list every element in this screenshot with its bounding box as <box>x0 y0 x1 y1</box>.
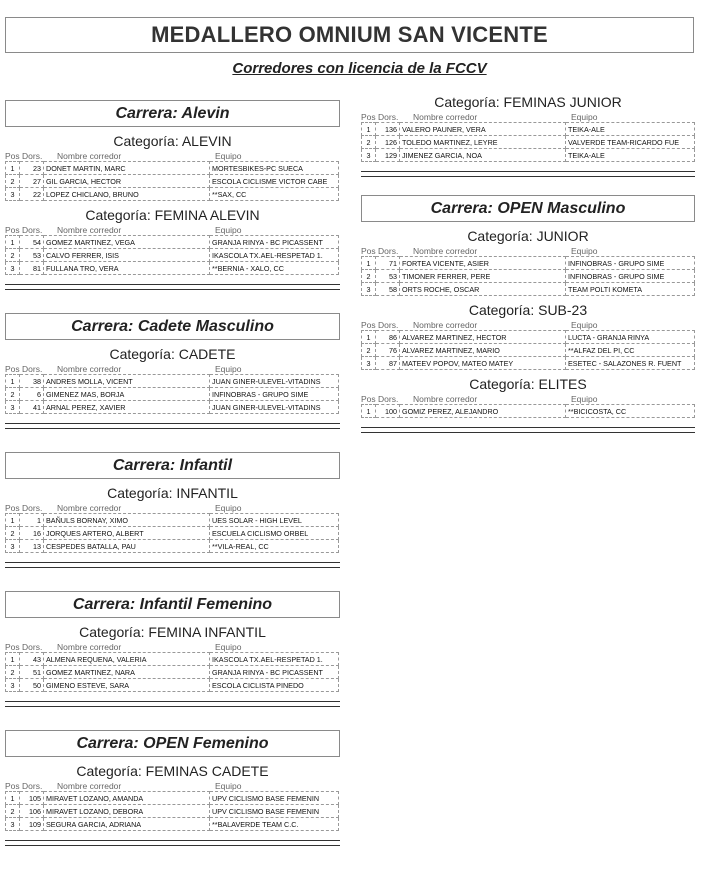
cell-team: INFINOBRAS - GRUPO SIME <box>566 270 695 283</box>
table-row <box>6 249 339 262</box>
header-team: Equipo <box>571 246 598 256</box>
cell-pos: 3 <box>6 540 20 553</box>
race-title: Carrera: Cadete Masculino <box>5 313 340 340</box>
table-row <box>362 344 695 357</box>
cell-pos: 3 <box>362 149 376 162</box>
race-title: Carrera: Infantil <box>5 452 340 479</box>
header-name: Nombre corredor <box>57 364 122 374</box>
cell-pos: 2 <box>6 175 20 188</box>
cell-pos: 2 <box>6 805 20 818</box>
cell-pos: 1 <box>6 162 20 175</box>
cell-name: MIRAVET LOZANO, DEBORA <box>44 805 210 818</box>
table-row <box>6 805 339 818</box>
section-divider <box>5 562 340 568</box>
header-dors: Dors. <box>378 246 399 256</box>
cell-pos: 1 <box>362 123 376 136</box>
cell-dors: 86 <box>376 331 400 344</box>
header-team: Equipo <box>571 112 598 122</box>
header-dors: Dors. <box>22 364 43 374</box>
race-section <box>361 195 695 433</box>
cell-dors: 58 <box>376 283 400 296</box>
left-column <box>5 100 340 869</box>
header-name: Nombre corredor <box>57 781 122 791</box>
race-section <box>5 313 340 429</box>
results-table <box>361 330 695 370</box>
cell-team: UPV CICLISMO BASE FEMENIN <box>210 792 339 805</box>
cell-dors: 43 <box>20 653 44 666</box>
table-row <box>6 388 339 401</box>
cell-name: GIMENEZ MAS, BORJA <box>44 388 210 401</box>
header-pos: Pos <box>5 225 20 235</box>
cell-dors: 136 <box>376 123 400 136</box>
section-divider <box>5 284 340 290</box>
cell-dors: 126 <box>376 136 400 149</box>
cell-dors: 6 <box>20 388 44 401</box>
cell-name: GOMEZ MARTINEZ, VEGA <box>44 236 210 249</box>
table-row <box>362 257 695 270</box>
results-header <box>5 151 340 161</box>
cell-name: GOMIZ PEREZ, ALEJANDRO <box>400 405 566 418</box>
section-divider <box>361 427 695 433</box>
header-name: Nombre corredor <box>57 151 122 161</box>
header-pos: Pos <box>361 320 376 330</box>
table-row <box>6 540 339 553</box>
cell-team: **VILA-REAL, CC <box>210 540 339 553</box>
table-row <box>6 375 339 388</box>
table-row <box>6 162 339 175</box>
header-pos: Pos <box>5 503 20 513</box>
header-dors: Dors. <box>22 642 43 652</box>
header-pos: Pos <box>361 394 376 404</box>
cell-pos: 2 <box>6 249 20 262</box>
cell-team: LUCTA - GRANJA RINYA <box>566 331 695 344</box>
results-table <box>361 122 695 162</box>
header-pos: Pos <box>5 364 20 374</box>
cell-pos: 2 <box>6 388 20 401</box>
cell-name: ALMENA REQUENA, VALERIA <box>44 653 210 666</box>
table-row <box>362 283 695 296</box>
results-table <box>5 374 339 414</box>
cell-name: MIRAVET LOZANO, AMANDA <box>44 792 210 805</box>
header-team: Equipo <box>215 503 242 513</box>
page-subtitle: Corredores con licencia de la FCCV <box>232 60 487 77</box>
cell-name: CALVO FERRER, ISIS <box>44 249 210 262</box>
results-table <box>5 791 339 831</box>
cell-team: ESCOLA CICLISTA PINEDO <box>210 679 339 692</box>
table-row <box>362 270 695 283</box>
category-title: Categoría: SUB-23 <box>468 302 588 318</box>
results-header <box>5 503 340 513</box>
results-header <box>361 112 695 122</box>
cell-pos: 3 <box>6 262 20 275</box>
results-header <box>361 394 695 404</box>
table-row <box>362 357 695 370</box>
cell-name: GIL GARCIA, HECTOR <box>44 175 210 188</box>
cell-team: TEAM POLTI KOMETA <box>566 283 695 296</box>
cell-team: INFINOBRAS - GRUPO SIME <box>210 388 339 401</box>
cell-name: VALERO PAUNER, VERA <box>400 123 566 136</box>
race-title: Carrera: Alevin <box>5 100 340 127</box>
cell-team: TEIKA-ALE <box>566 123 695 136</box>
cell-name: LOPEZ CHICLANO, BRUNO <box>44 188 210 201</box>
cell-team: JUAN GINER-ULEVEL-VITADINS <box>210 375 339 388</box>
header-pos: Pos <box>5 642 20 652</box>
cell-team: **BERNIA - XALO, CC <box>210 262 339 275</box>
header-team: Equipo <box>215 781 242 791</box>
cell-pos: 1 <box>362 257 376 270</box>
results-table <box>361 404 695 418</box>
table-row <box>362 405 695 418</box>
results-table <box>5 652 339 692</box>
cell-dors: 109 <box>20 818 44 831</box>
header-dors: Dors. <box>22 151 43 161</box>
cell-team: MORTESBIKES-PC SUECA <box>210 162 339 175</box>
table-row <box>6 262 339 275</box>
right-column <box>361 92 695 451</box>
header-team: Equipo <box>571 320 598 330</box>
results-header <box>5 781 340 791</box>
cell-name: FULLANA TRO, VERA <box>44 262 210 275</box>
cell-name: ALVAREZ MARTINEZ, HECTOR <box>400 331 566 344</box>
section-divider <box>5 840 340 846</box>
category-title: Categoría: CADETE <box>109 346 236 362</box>
category-title: Categoría: INFANTIL <box>107 485 238 501</box>
table-row <box>6 818 339 831</box>
cell-pos: 1 <box>6 653 20 666</box>
cell-dors: 87 <box>376 357 400 370</box>
cell-team: ESCUELA CICLISMO ORBEL <box>210 527 339 540</box>
cell-pos: 2 <box>6 527 20 540</box>
cell-pos: 1 <box>6 514 20 527</box>
header-name: Nombre corredor <box>413 112 478 122</box>
cell-dors: 81 <box>20 262 44 275</box>
header-name: Nombre corredor <box>57 503 122 513</box>
cell-name: FORTEA VICENTE, ASIER <box>400 257 566 270</box>
cell-dors: 53 <box>376 270 400 283</box>
cell-name: MATEEV POPOV, MATEO MATEY <box>400 357 566 370</box>
cell-team: IKASCOLA TX.AEL-RESPETAD 1. <box>210 249 339 262</box>
cell-dors: 51 <box>20 666 44 679</box>
race-section <box>361 92 695 177</box>
header-name: Nombre corredor <box>413 320 478 330</box>
table-row <box>362 149 695 162</box>
header-name: Nombre corredor <box>57 642 122 652</box>
cell-team: **SAX, CC <box>210 188 339 201</box>
cell-name: ARNAL PEREZ, XAVIER <box>44 401 210 414</box>
cell-dors: 41 <box>20 401 44 414</box>
cell-name: GIMENO ESTEVE, SARA <box>44 679 210 692</box>
race-section <box>5 452 340 568</box>
race-section <box>5 591 340 707</box>
cell-dors: 71 <box>376 257 400 270</box>
category-title: Categoría: ALEVIN <box>113 133 232 149</box>
cell-team: IKASCOLA TX.AEL-RESPETAD 1. <box>210 653 339 666</box>
cell-pos: 1 <box>362 405 376 418</box>
header-dors: Dors. <box>22 503 43 513</box>
cell-dors: 105 <box>20 792 44 805</box>
cell-pos: 2 <box>362 270 376 283</box>
race-title: Carrera: OPEN Masculino <box>361 195 695 222</box>
cell-team: JUAN GINER-ULEVEL-VITADINS <box>210 401 339 414</box>
cell-team: INFINOBRAS - GRUPO SIME <box>566 257 695 270</box>
table-row <box>362 123 695 136</box>
header-team: Equipo <box>215 364 242 374</box>
section-divider <box>5 423 340 429</box>
race-title: Carrera: OPEN Femenino <box>5 730 340 757</box>
header-dors: Dors. <box>22 225 43 235</box>
cell-name: TOLEDO MARTINEZ, LEYRE <box>400 136 566 149</box>
cell-pos: 3 <box>362 283 376 296</box>
header-team: Equipo <box>215 642 242 652</box>
results-header <box>5 642 340 652</box>
results-table <box>361 256 695 296</box>
cell-team: ESCOLA CICLISME VICTOR CABE <box>210 175 339 188</box>
results-header <box>5 225 340 235</box>
cell-team: GRANJA RINYA - BC PICASSENT <box>210 666 339 679</box>
table-row <box>6 401 339 414</box>
table-row <box>6 175 339 188</box>
cell-dors: 16 <box>20 527 44 540</box>
cell-dors: 100 <box>376 405 400 418</box>
header-pos: Pos <box>361 112 376 122</box>
header-name: Nombre corredor <box>413 246 478 256</box>
cell-dors: 76 <box>376 344 400 357</box>
cell-team: ESETEC - SALAZONES R. FUENT <box>566 357 695 370</box>
cell-name: DONET MARTIN, MARC <box>44 162 210 175</box>
table-row <box>362 331 695 344</box>
results-header <box>5 364 340 374</box>
cell-name: JORQUES ARTERO, ALBERT <box>44 527 210 540</box>
cell-pos: 3 <box>6 679 20 692</box>
page-title: MEDALLERO OMNIUM SAN VICENTE <box>5 17 694 53</box>
cell-name: CESPEDES BATALLA, PAU <box>44 540 210 553</box>
category-title: Categoría: FEMINAS CADETE <box>76 763 269 779</box>
cell-team: **BICICOSTA, CC <box>566 405 695 418</box>
category-title: Categoría: FEMINA INFANTIL <box>79 624 266 640</box>
results-header <box>361 320 695 330</box>
cell-name: SEGURA GARCIA, ADRIANA <box>44 818 210 831</box>
table-row <box>6 792 339 805</box>
header-pos: Pos <box>361 246 376 256</box>
header-team: Equipo <box>215 151 242 161</box>
table-row <box>6 514 339 527</box>
cell-team: GRANJA RINYA - BC PICASSENT <box>210 236 339 249</box>
header-dors: Dors. <box>378 112 399 122</box>
cell-pos: 1 <box>6 792 20 805</box>
race-section <box>5 100 340 290</box>
results-table <box>5 513 339 553</box>
cell-pos: 3 <box>6 818 20 831</box>
cell-dors: 129 <box>376 149 400 162</box>
cell-name: TIMONER FERRER, PERE <box>400 270 566 283</box>
section-divider <box>361 171 695 177</box>
header-name: Nombre corredor <box>57 225 122 235</box>
cell-name: GOMEZ MARTINEZ, NARA <box>44 666 210 679</box>
cell-pos: 1 <box>6 375 20 388</box>
cell-team: **BALAVERDE TEAM C.C. <box>210 818 339 831</box>
cell-pos: 1 <box>362 331 376 344</box>
results-table <box>5 235 339 275</box>
section-divider <box>5 701 340 707</box>
header-pos: Pos <box>5 151 20 161</box>
cell-name: JIMENEZ GARCIA, NOA <box>400 149 566 162</box>
cell-pos: 3 <box>362 357 376 370</box>
results-header <box>361 246 695 256</box>
cell-dors: 38 <box>20 375 44 388</box>
cell-team: TEIKA-ALE <box>566 149 695 162</box>
cell-dors: 106 <box>20 805 44 818</box>
table-row <box>6 666 339 679</box>
cell-team: UPV CICLISMO BASE FEMENIN <box>210 805 339 818</box>
table-row <box>6 653 339 666</box>
cell-name: ALVAREZ MARTINEZ, MARIO <box>400 344 566 357</box>
race-section <box>5 730 340 846</box>
cell-name: BAÑULS BORNAY, XIMO <box>44 514 210 527</box>
header-dors: Dors. <box>378 320 399 330</box>
table-row <box>6 188 339 201</box>
table-row <box>6 236 339 249</box>
cell-team: **ALFAZ DEL PI, CC <box>566 344 695 357</box>
cell-pos: 1 <box>6 236 20 249</box>
cell-pos: 3 <box>6 188 20 201</box>
header-team: Equipo <box>571 394 598 404</box>
header-pos: Pos <box>5 781 20 791</box>
table-row <box>6 527 339 540</box>
cell-pos: 2 <box>6 666 20 679</box>
cell-dors: 22 <box>20 188 44 201</box>
cell-pos: 3 <box>6 401 20 414</box>
results-table <box>5 161 339 201</box>
header-name: Nombre corredor <box>413 394 478 404</box>
category-title: Categoría: ELITES <box>469 376 587 392</box>
header-dors: Dors. <box>22 781 43 791</box>
cell-team: UES SOLAR - HIGH LEVEL <box>210 514 339 527</box>
cell-team: VALVERDE TEAM-RICARDO FUE <box>566 136 695 149</box>
cell-pos: 2 <box>362 344 376 357</box>
category-title: Categoría: JUNIOR <box>467 228 589 244</box>
cell-dors: 54 <box>20 236 44 249</box>
race-title: Carrera: Infantil Femenino <box>5 591 340 618</box>
cell-dors: 1 <box>20 514 44 527</box>
category-title: Categoría: FEMINA ALEVIN <box>85 207 260 223</box>
table-row <box>362 136 695 149</box>
cell-name: ANDRES MOLLA, VICENT <box>44 375 210 388</box>
category-title: Categoría: FEMINAS JUNIOR <box>434 94 622 110</box>
header-dors: Dors. <box>378 394 399 404</box>
table-row <box>6 679 339 692</box>
cell-dors: 53 <box>20 249 44 262</box>
cell-dors: 13 <box>20 540 44 553</box>
cell-dors: 27 <box>20 175 44 188</box>
cell-dors: 50 <box>20 679 44 692</box>
cell-name: ORTS ROCHE, OSCAR <box>400 283 566 296</box>
cell-pos: 2 <box>362 136 376 149</box>
cell-dors: 23 <box>20 162 44 175</box>
header-team: Equipo <box>215 225 242 235</box>
